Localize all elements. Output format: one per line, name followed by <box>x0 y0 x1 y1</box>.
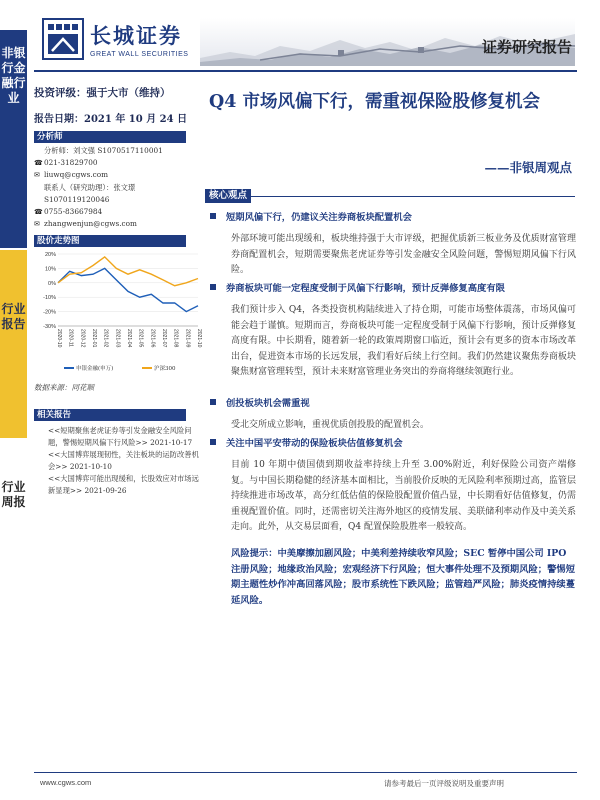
key-point-heading-text: 关注中国平安带动的保险板块估值修复机会 <box>226 438 403 449</box>
industry-side-tab <box>0 30 27 248</box>
key-point-heading <box>210 280 576 294</box>
key-point-body: 外部环境可能出现缓和，板块维持强于大市评级，把握优质新三板业务及优质财富管理券商配置机会，短期需要聚焦老虎证券等引发金融安全风险问题，警惕短期风偏下行风险。 <box>231 234 576 276</box>
chart-x-tick-label: 2021-01 <box>91 329 97 348</box>
analyst-list <box>34 145 204 230</box>
risk-warning: 风险提示：中美摩擦加剧风险；中美利差持续收窄风险；SEC 暂停中国公司 IPO 注册风险；地缘政治风险；宏观经济下行风险；恒大事件处理不及预期风险；警惕短期主题性炒作冲高回落风险；股市系统性下跌风险；监管趋严风险；肺炎疫情持续蔓延风险。 <box>231 548 575 606</box>
logo-english-name: GREAT WALL SECURITIES <box>90 51 189 58</box>
chart-x-tick-label: 2021-10 <box>196 329 202 348</box>
footer-disclaimer: 请参考最后一页评级说明及重要声明 <box>384 779 504 788</box>
email-icon: ✉ <box>34 171 40 180</box>
related-reports-list <box>34 425 204 496</box>
key-point-heading <box>210 435 576 449</box>
analyst-text: 联系人（研究助理）：张文璟 <box>44 182 136 192</box>
analyst-row <box>34 157 204 169</box>
key-point-body: 目前 10 年期中债国债到期收益率持续上升至 3.00%附近，利好保险公司资产端修复。与中国长期稳健的经济基本面相比，当前股价反映的无风险利率预期过高，监管层持续推进市场改革，高分红低估值的保险股配置价值凸显，中长期看好估值修复，仍需重视配置价值。同时，还需密切关注海外地区的疫情发展、美联储利率动作及中美关系走向。此外，从交易层面看，Q4 配置保险股胜率一般较高。 <box>231 460 576 533</box>
related-report-link[interactable]: <<大国博弈展现韧性，关注板块的运防改善机会>> 2021-10-10 <box>48 450 199 471</box>
chart-y-tick-label: -10% <box>43 295 56 302</box>
chart-x-tick-label: 2021-07 <box>161 329 167 348</box>
key-point-body: 我们预计步入 Q4，各类投资机构陆续进入了持仓期，可能市场整体震荡，市场风偏可能会趋于谨慎。短期而言，券商板块可能一定程度受制于风偏下行影响，预计反弹修复高度有限。中长期看，随着新一轮的政策周期窗口临近，预计会有更多的资本市场改革出台，促进资本市场的长远发展，我们看好后续上行空间。我们仍然建议聚焦券商板块聚焦财富管理转型，预计未来财富管理业务突出的券商将继续领跑行业。 <box>231 305 576 378</box>
key-point-heading-text: 券商板块可能一定程度受制于风偏下行影响，预计反弹修复高度有限 <box>226 283 505 294</box>
related-reports-header: 相关报告 <box>34 409 186 421</box>
report-title: Q4 市场风偏下行，需重视保险股修复机会 <box>209 92 541 112</box>
chart-x-tick-label: 2021-06 <box>149 329 156 348</box>
chart-source-note: 数据来源：同花顺 <box>34 383 94 393</box>
analyst-row <box>34 145 204 157</box>
chart-x-tick-label: 2020-11 <box>67 329 74 348</box>
analyst-row <box>34 206 204 218</box>
key-point <box>210 395 576 434</box>
chart-y-tick-label: -20% <box>43 310 56 317</box>
chart-x-tick-label: 2020-12 <box>79 329 86 348</box>
chart-section-header: 股价走势图 <box>34 235 186 247</box>
report-type-side-label: 行业报告 <box>1 302 26 331</box>
analyst-text: S1070119120046 <box>44 194 110 204</box>
report-date: 报告日期：2021 年 10 月 24 日 <box>34 114 188 125</box>
related-report-link[interactable]: <<短期聚焦老虎证券等引发金融安全风险问题，警惕短期风偏下行风险>> 2021-10-17 <box>48 426 193 447</box>
analyst-section-header: 分析师 <box>34 131 186 143</box>
core-views-header <box>205 183 575 201</box>
chart-x-tick-label: 2021-02 <box>102 329 109 348</box>
square-bullet-icon <box>210 284 216 290</box>
chart-y-tick-label: -30% <box>43 324 56 331</box>
left-info-column <box>34 76 204 497</box>
analyst-text: liuwq@cgws.com <box>44 170 109 180</box>
footer-website-link[interactable]: www.cgws.com <box>40 778 92 787</box>
weekly-side-label: 行业周报 <box>1 480 26 509</box>
analyst-row <box>34 218 204 230</box>
analyst-text: 分析师：刘文强 S1070517110001 <box>44 146 163 155</box>
key-point <box>210 209 576 279</box>
price-trend-chart <box>34 248 202 375</box>
phone-icon: ☎ <box>34 208 43 217</box>
key-point-heading-text: 短期风偏下行，仍建议关注券商板块配置机会 <box>226 212 412 223</box>
investment-rating: 投资评级：强于大市（维持） <box>34 87 171 99</box>
key-point <box>210 280 576 381</box>
chart-legend-label: 沪深300 <box>154 366 176 373</box>
chart-y-tick-label: 0% <box>48 281 56 288</box>
key-point <box>210 435 576 536</box>
chart-y-tick-label: 20% <box>44 252 56 259</box>
chart-y-tick-label: 10% <box>44 266 56 273</box>
analyst-row <box>34 169 204 181</box>
square-bullet-icon <box>210 399 216 405</box>
analyst-row <box>34 182 204 194</box>
logo-chinese-name: 长城证券 <box>90 23 182 48</box>
report-subtitle: ——非银周观点 <box>484 160 572 175</box>
chart-x-tick-label: 2021-05 <box>137 329 144 348</box>
chart-x-tick-label: 2021-03 <box>114 329 121 348</box>
square-bullet-icon <box>210 213 216 219</box>
chart-x-tick-label: 2020-10 <box>56 329 62 348</box>
square-bullet-icon <box>210 439 216 445</box>
chart-x-tick-label: 2021-08 <box>172 329 179 348</box>
key-point-heading <box>210 395 576 409</box>
chart-series-line <box>58 257 198 286</box>
related-report-link[interactable]: <<大国博弈可能出现缓和，长股效应对市场远新显现>> 2021-09-26 <box>48 474 199 495</box>
email-icon: ✉ <box>34 220 40 229</box>
chart-x-tick-label: 2021-09 <box>184 329 191 348</box>
industry-side-label: 非银行金融行业 <box>1 46 26 105</box>
key-point-body: 受北交所成立影响，重视优质创投股的配置机会。 <box>231 420 430 430</box>
key-point-heading <box>210 209 576 223</box>
header-divider <box>34 70 577 72</box>
phone-icon: ☎ <box>34 159 43 168</box>
side-band <box>0 0 27 800</box>
chart-x-tick-label: 2021-04 <box>126 329 132 348</box>
key-point-heading-text: 创投板块机会需重视 <box>226 398 310 409</box>
report-type-side-tab <box>0 250 27 438</box>
analyst-text: 0755-83667984 <box>44 207 103 217</box>
analyst-text: zhangwenjun@cgws.com <box>44 219 137 229</box>
report-type-label: 证券研究报告 <box>481 38 572 56</box>
analyst-row <box>34 194 204 206</box>
great-wall-logo-icon <box>42 18 84 60</box>
company-logo <box>42 18 188 60</box>
core-views-label: 核心观点 <box>205 189 251 203</box>
chart-legend-label: 申银金融(申万) <box>76 366 114 373</box>
footer-divider <box>34 772 577 773</box>
analyst-text: 021-31829700 <box>44 158 98 168</box>
